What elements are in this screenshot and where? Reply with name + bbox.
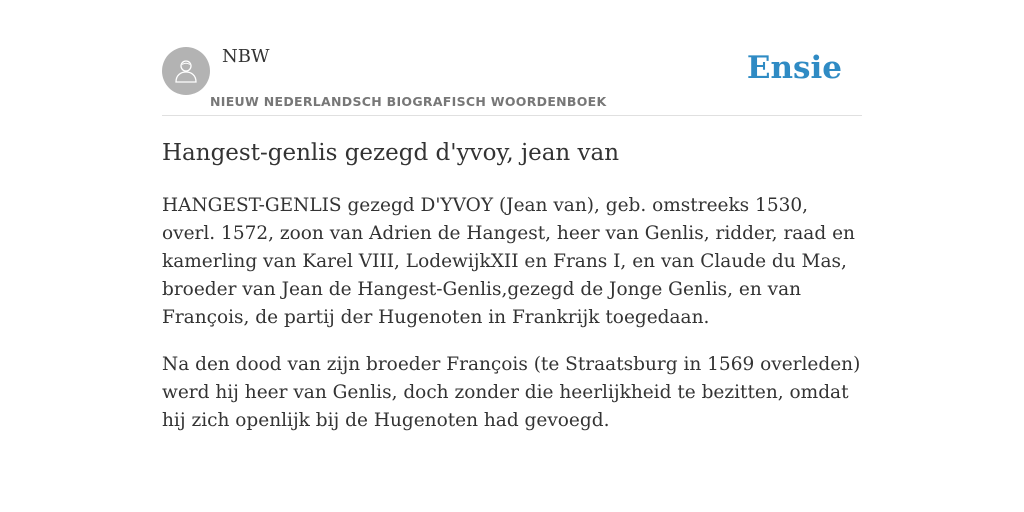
user-icon (171, 56, 201, 86)
article-paragraph: HANGEST-GENLIS gezegd D'YVOY (Jean van), geb. omstreeks 1530, overl. 1572, zoon van Adrien de Hangest, heer van Genlis, ridder, raad en kamerling van Karel VIII, LodewijkXII en Frans I, en van Claude du Mas, broeder van Jean de Hangest-Genlis,gezegd de Jonge Genlis, en van François, de partij der Hugenoten in Frankrijk toegedaan. (162, 195, 855, 328)
source-avatar[interactable] (162, 47, 210, 95)
article-header (162, 0, 862, 116)
article-paragraph: Na den dood van zijn broeder François (te Straatsburg in 1569 overleden) werd hij heer van Genlis, doch zonder die heerlijkheid te bezitten, omdat hij zich openlijk bij de Hugenoten had gevoegd. (162, 354, 861, 431)
source-name-link[interactable]: NBW (222, 46, 270, 67)
page-container (162, 0, 862, 431)
source-full-name: NIEUW NEDERLANDSCH BIOGRAFISCH WOORDENBOEK (210, 94, 607, 109)
article-body (162, 192, 862, 454)
ensie-logo-link[interactable]: Ensie (746, 50, 842, 86)
article-title: Hangest-genlis gezegd d'yvoy, jean van (162, 140, 620, 166)
